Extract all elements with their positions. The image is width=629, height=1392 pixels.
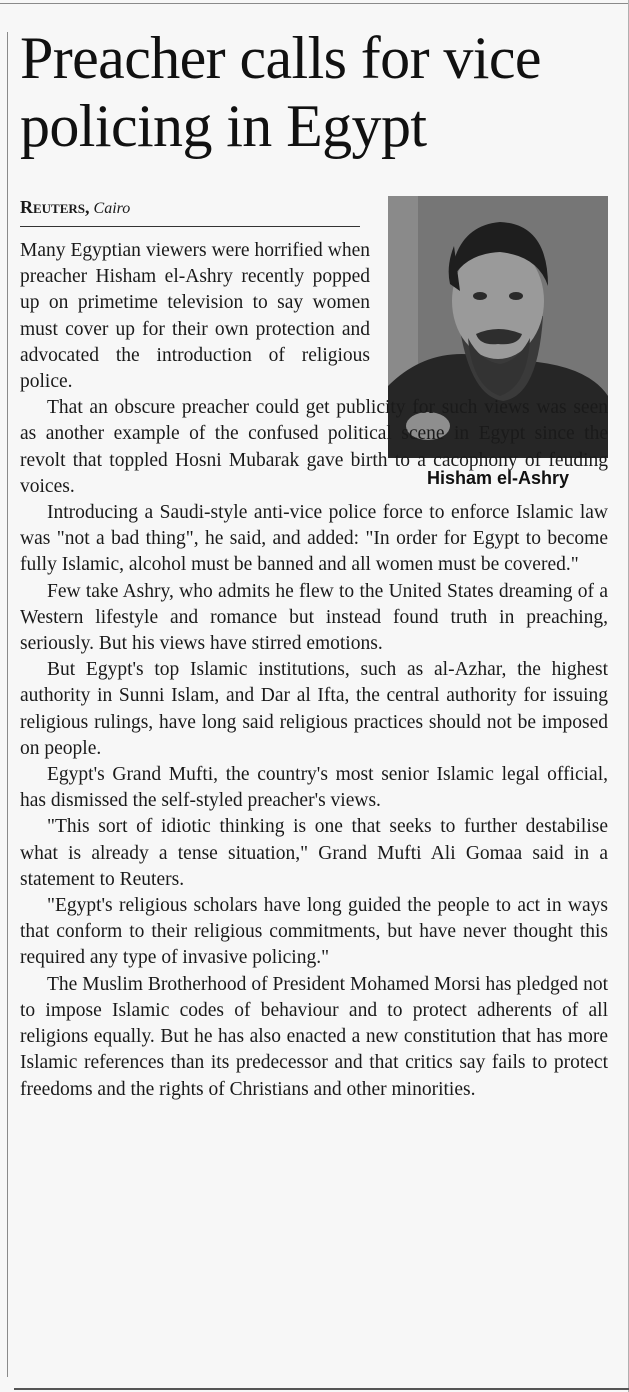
headline: Preacher calls for vice policing in Egypt <box>20 25 541 159</box>
paragraph: Few take Ashry, who admits he flew to the United States dreaming of a Western lifestyle and romance but instead found truth in preaching, seriously. But his views have stirred emotions. <box>20 580 608 655</box>
paragraph: Introducing a Saudi-style anti-vice police force to enforce Islamic law was "not a bad thing", he said, and added: "In order for Egypt to become fully Islamic, alcohol must be banned and all women must be covered." <box>20 502 608 576</box>
left-rule <box>7 32 8 1377</box>
photo-caption: Hisham el-Ashry <box>426 468 570 488</box>
article-body <box>20 238 608 1103</box>
paragraph: Many Egyptian viewers were horrified when preacher Hisham el-Ashry recently popped up on primetime television to say women must cover up for their own protection and advocated the introduction of religious police. <box>20 240 370 393</box>
paragraph: But Egypt's top Islamic institutions, such as al-Azhar, the highest authority in Sunni Islam, and Dar al Ifta, the central authority for issuing religious rulings, have long said religious practices should not be imposed on people. <box>20 659 608 759</box>
byline-agency: Reuters, <box>20 197 90 217</box>
paragraph: Egypt's Grand Mufti, the country's most senior Islamic legal official, has dismissed the self-styled preacher's views. <box>20 764 608 812</box>
bottom-rule <box>14 1388 629 1390</box>
byline-city: Cairo <box>93 200 131 217</box>
paragraph: "Egypt's religious scholars have long guided the people to act in ways that conform to their religious commitments, but have never thought this required any type of invasive policing." <box>20 895 608 969</box>
paragraph: The Muslim Brotherhood of President Mohamed Morsi has pledged not to impose Islamic codes of behaviour and to protect adherents of all religions equally. But he has also enacted a new constitution that has more Islamic references than its predecessor and that critics say fails to protect freedoms and the rights of Christians and other minorities. <box>20 973 608 1100</box>
top-rule <box>0 3 629 4</box>
paragraph: "This sort of idiotic thinking is one that seeks to further destabilise what is already a tense situation," Grand Mufti Ali Gomaa said in a statement to Reuters. <box>20 816 608 890</box>
byline <box>20 196 360 227</box>
paragraph: That an obscure preacher could get publicity for such views was seen as another example of the confused political scene in Egypt since the revolt that toppled Hosni Mubarak gave birth to a cacophony of feuding voices. <box>20 397 608 497</box>
